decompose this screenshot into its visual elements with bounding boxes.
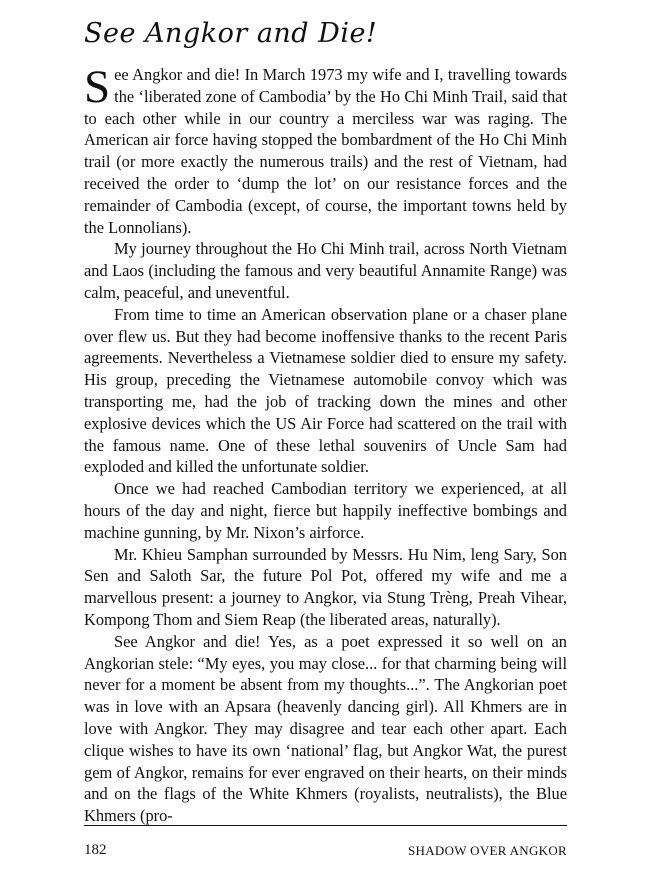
chapter-title: See Angkor and Die! bbox=[84, 18, 378, 49]
paragraph-2: My journey throughout the Ho Chi Minh trail, across North Vietnam and Laos (including the famous and very beautiful Annamite Range) was calm, peaceful, and uneventful. bbox=[84, 239, 567, 302]
paragraph-1 bbox=[84, 61, 567, 238]
paragraph-3: From time to time an American observation plane or a chaser plane over flew us. But they had become inoffensive thanks to the recent Paris agreements. Nevertheless a Vietnamese soldier died to ensure my safety. His group, preceding the Vietnamese automobile convoy which was transporting me, had the job of tracking down the mines and other explosive devices which the US Air Force had scattered on the trail with the famous name. One of these lethal souvenirs of Uncle Sam had exploded and killed the unfortunate soldier. bbox=[84, 304, 567, 477]
paragraph-6: See Angkor and die! Yes, as a poet expressed it so well on an Angkorian stele: “My eyes, you may close... for that charming being will never for a moment be absent from my thoughts...”. The Angkorian poet was in love with an Apsara (heavenly dancing girl). All Khmers are in love with Angkor. They may disagree and tear each other apart. Each clique wishes to have its own ‘national’ flag, but Angkor Wat, the purest gem of Angkor, remains for ever engraved on their hearts, on their minds and on the flags of the White Khmers (royalists, neutralists), the Blue Khmers (pro- bbox=[84, 631, 567, 826]
body-text bbox=[84, 61, 567, 827]
drop-cap: S bbox=[84, 61, 111, 113]
paragraph-4: Once we had reached Cambodian territory we experienced, at all hours of the day and night, fierce but happily ineffective bombings and machine gunning, by Mr. Nixon’s airforce. bbox=[84, 479, 567, 542]
footer-rule bbox=[84, 825, 567, 826]
page-number: 182 bbox=[84, 842, 107, 858]
running-footer-title: SHADOW OVER ANGKOR bbox=[407, 843, 567, 858]
paragraph-1-text: ee Angkor and die! In March 1973 my wife and I, travelling towards the ‘liberated zone of Cambodia’ by the Ho Chi Minh Trail, said that to each other while in our country a merciless war was raging. The American air force having stopped the bombardment of the Ho Chi Minh trail (or more exactly the numerous trails) and the rest of Vietnam, had received the order to ‘dump the lot’ on our resistance forces and the remainder of Cambodia (except, of course, the important towns held by the Lonnolians). bbox=[84, 65, 567, 237]
paragraph-5: Mr. Khieu Samphan surrounded by Messrs. Hu Nim, leng Sary, Son Sen and Saloth Sar, the future Pol Pot, offered my wife and me a marvellous present: a journey to Angkor, via Stung Trèng, Preah Vihear, Kompong Thom and Siem Reap (the liberated areas, naturally). bbox=[84, 544, 567, 629]
